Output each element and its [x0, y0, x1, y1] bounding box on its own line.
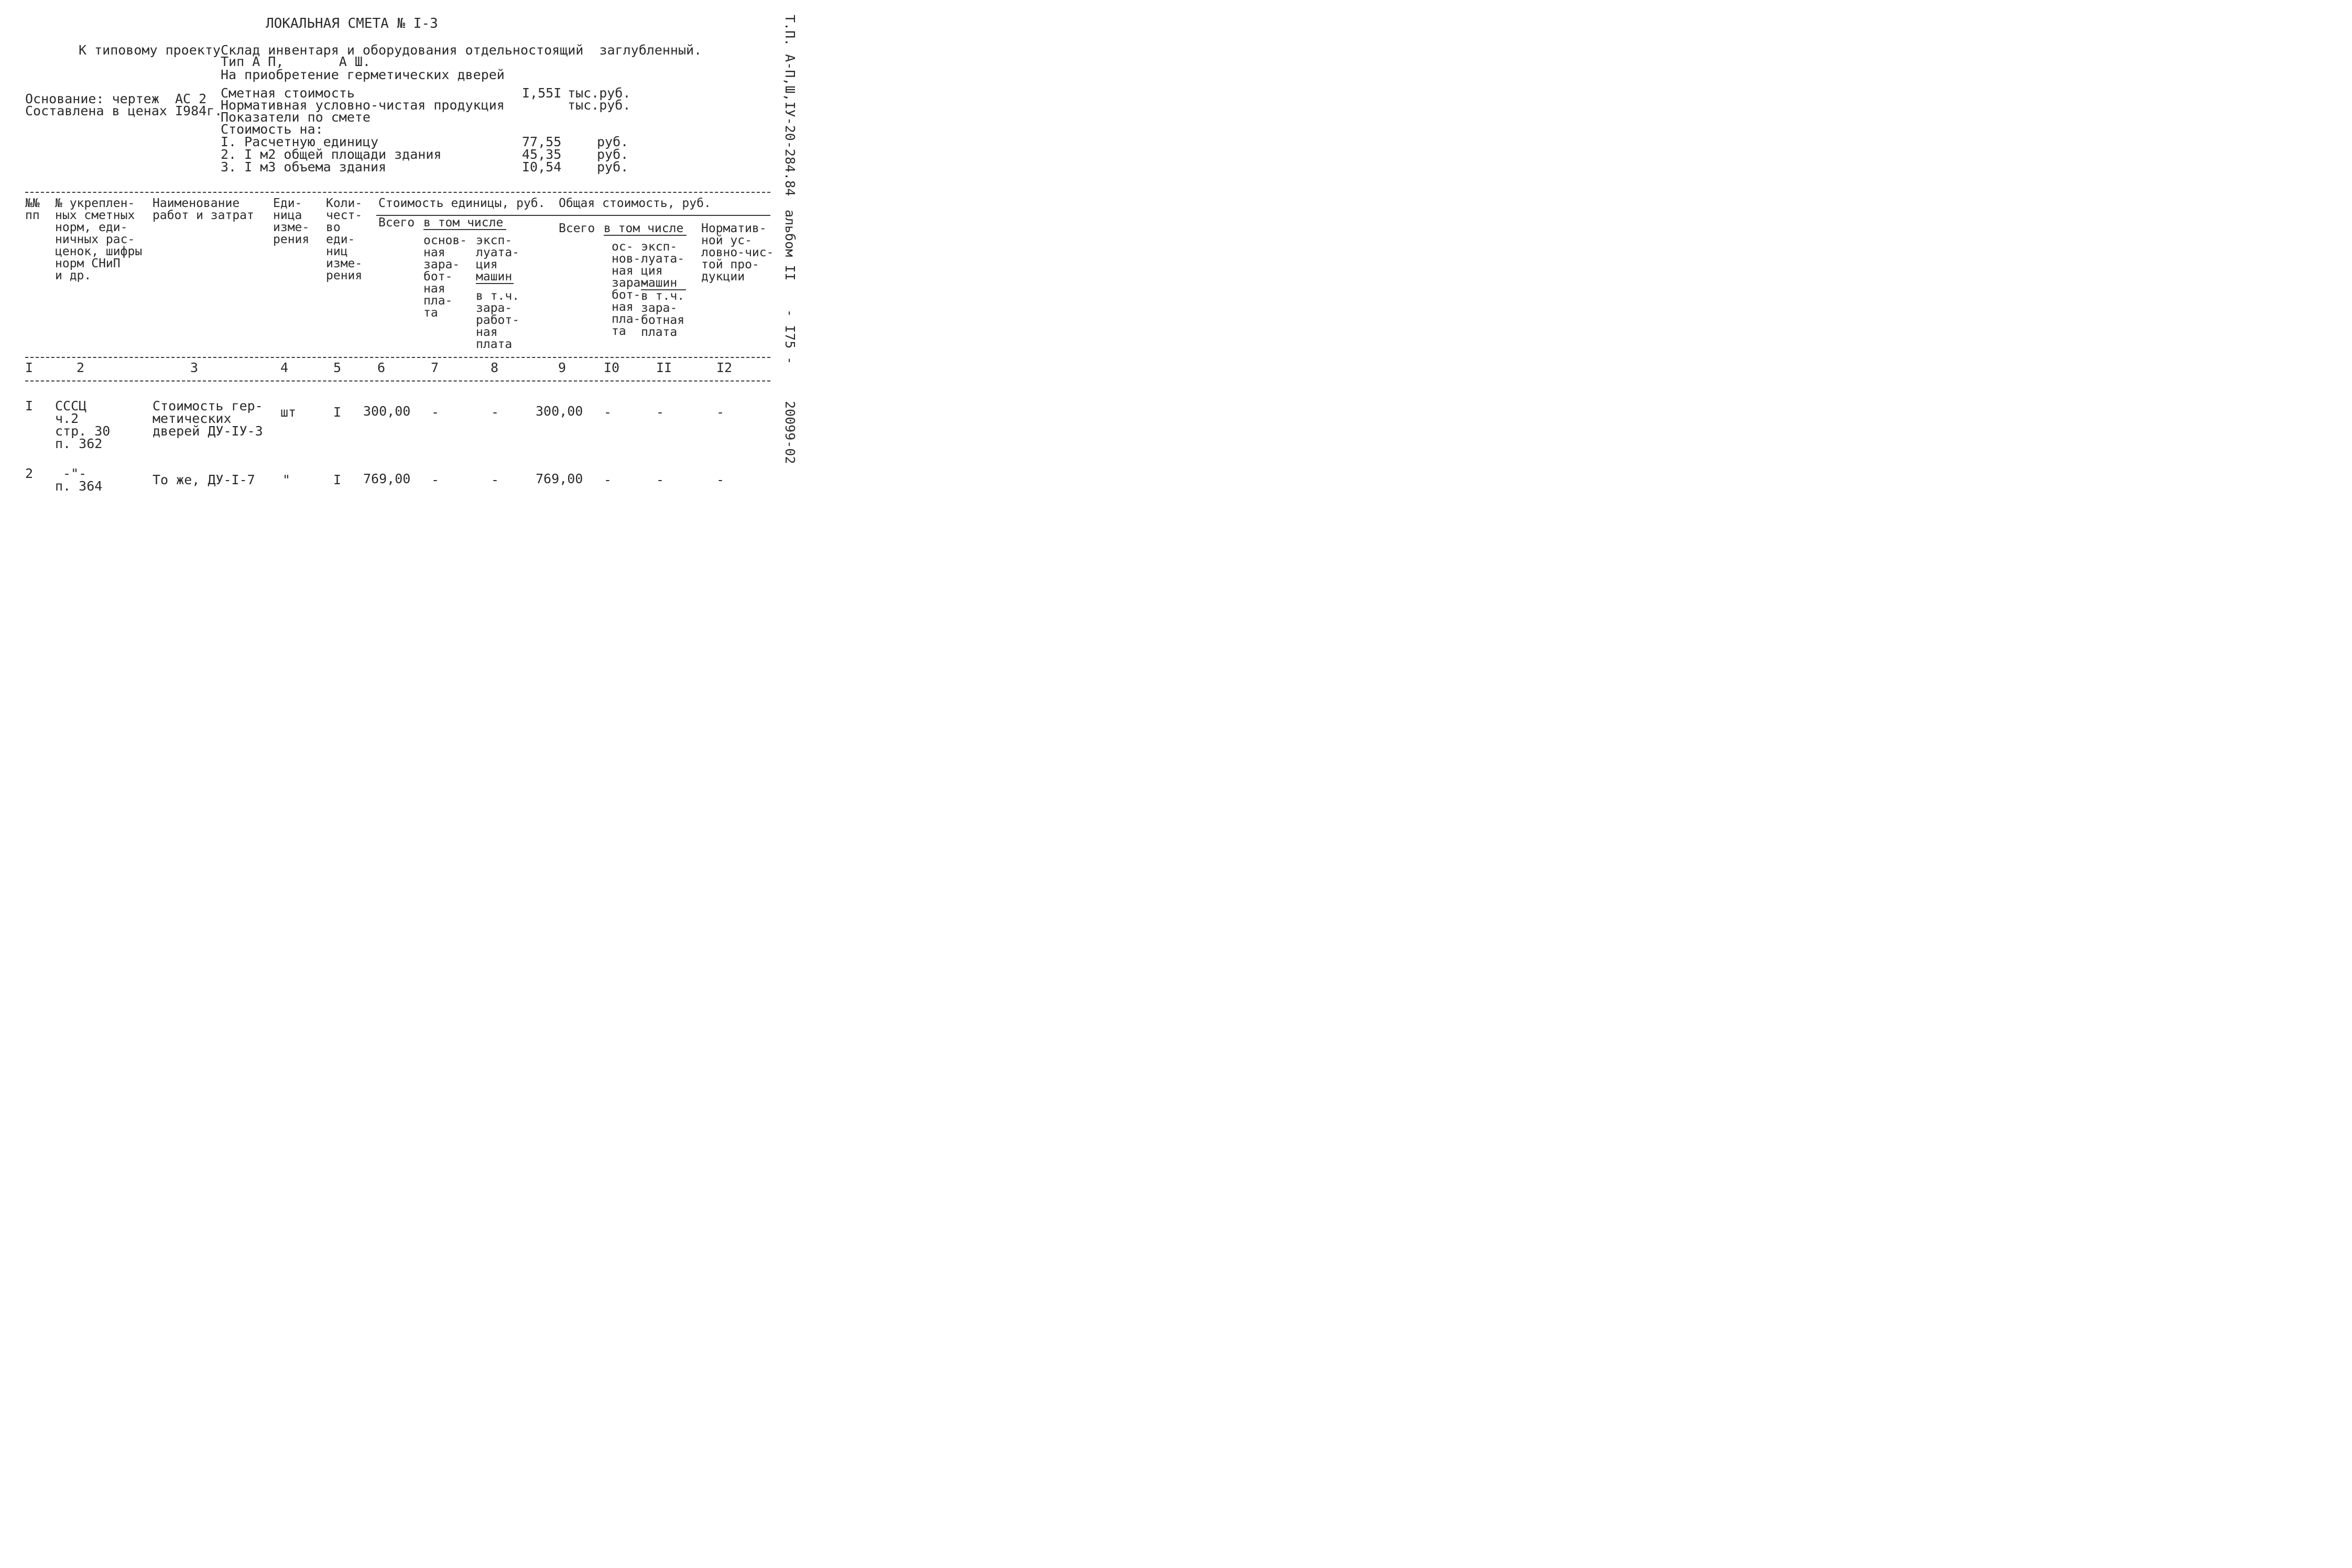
normative-unit: тыс.руб. [568, 97, 631, 113]
header-norms: № укреплен- ных сметных норм, еди- ничных рас- ценок, шифры норм СНиП и др. [55, 197, 143, 282]
header-total-mach-wage: в т.ч. зара- ботная плата [641, 289, 685, 339]
row-unit: " [282, 472, 291, 487]
indicator-item-value: 77,55 [522, 134, 562, 149]
indicator-item-label: 3. I м3 объема здания [221, 159, 387, 175]
column-number: 3 [190, 360, 199, 375]
document-title: ЛОКАЛЬНАЯ СМЕТА № I-3 [266, 16, 438, 31]
column-number: 9 [558, 360, 567, 375]
column-number: 8 [491, 360, 499, 375]
project-purpose: На приобретение герметических дверей [221, 67, 505, 82]
header-bottom-rule [25, 357, 770, 358]
indicator-item-label: 2. I м2 общей площади здания [221, 147, 442, 162]
row-norms: -"- п. 364 [55, 466, 103, 494]
header-total-wage: ос- нов- ная зара- бот- ная пла- та [612, 240, 648, 338]
header-unit: Еди- ница изме- рения [273, 197, 310, 246]
header-unit-total: Всего [378, 216, 415, 230]
row-norms: СССЦ ч.2 стр. 30 п. 362 [55, 398, 111, 451]
column-numbers-rule [25, 380, 770, 382]
row-unit-total: 769,00 [363, 471, 411, 486]
row-name: То же, ДУ-I-7 [153, 472, 255, 487]
column-number: II [656, 360, 672, 375]
column-number: I0 [604, 360, 620, 375]
column-number: 4 [280, 360, 289, 375]
unit-incl-underline [423, 229, 506, 230]
indicators-label: Показатели по смете [221, 110, 371, 125]
side-page: - I75 - [782, 309, 798, 365]
header-total-incl: в том числе [604, 222, 684, 235]
indicator-item-value: 45,35 [522, 147, 562, 162]
unit-mach-underline [476, 283, 514, 284]
header-name: Наименование работ и затрат [153, 197, 254, 222]
header-unit-wage: основ- ная зара- бот- ная пла- та [423, 234, 467, 320]
basis-drawing: Основание: чертеж АС 2 [25, 91, 207, 106]
row-unit-mach: - [491, 472, 499, 487]
column-number: 7 [431, 360, 439, 375]
row-total-wage: - [604, 472, 612, 487]
row-norm-prod: - [716, 472, 725, 487]
estimated-cost-value: I,55I [522, 85, 562, 101]
row-num: I [25, 398, 34, 413]
header-total-mach: эксп- луата- ция машин [641, 240, 685, 290]
row-unit-total: 300,00 [363, 404, 411, 419]
row-num: 2 [25, 466, 34, 481]
row-total-wage: - [604, 405, 612, 420]
row-qty: I [333, 472, 342, 487]
estimated-cost-unit: тыс.руб. [568, 85, 631, 101]
row-qty: I [333, 405, 342, 420]
estimated-cost-label: Сметная стоимость [221, 85, 355, 101]
indicator-item-unit: руб. [597, 159, 629, 175]
row-norm-prod: - [716, 405, 725, 420]
cost-on-label: Стоимость на: [221, 122, 323, 137]
row-unit-wage: - [431, 472, 440, 487]
row-unit-wage: - [431, 405, 440, 420]
indicator-item-unit: руб. [597, 134, 629, 149]
column-number: 6 [377, 360, 386, 375]
column-number: 2 [77, 360, 85, 375]
row-total: 300,00 [536, 404, 583, 419]
column-number: I2 [716, 360, 733, 375]
project-name: Склад инвентаря и оборудования отдельностоящий заглубленный. [221, 42, 702, 58]
row-unit-mach: - [491, 405, 499, 420]
basis-prices: Составлена в ценах I984г. [25, 103, 223, 118]
project-types: Тип А П, А Ш. [221, 54, 371, 69]
header-num: №№ пп [25, 197, 40, 222]
side-album: альбом II [782, 210, 798, 281]
header-unit-mach-wage: в т.ч. зара- работ- ная плата [476, 289, 520, 351]
side-code: 20099-02 [782, 401, 798, 464]
indicator-item-unit: руб. [597, 147, 629, 162]
row-total: 769,00 [536, 471, 583, 486]
header-unit-cost: Стоимость единицы, руб. [378, 197, 546, 210]
column-number: 5 [333, 360, 342, 375]
table-top-rule [25, 192, 770, 193]
indicator-item-label: I. Расчетную единицу [221, 134, 379, 149]
indicator-item-value: I0,54 [522, 159, 562, 175]
row-unit: шт [280, 405, 297, 420]
column-number: I [25, 360, 34, 375]
header-unit-mach: эксп- луата- ция машин [476, 234, 520, 284]
row-name: Стоимость гер- метических дверей ДУ-IУ-3 [153, 398, 263, 439]
header-qty: Коли- чест- во еди- ниц изме- рения [326, 197, 363, 282]
header-total-cost: Общая стоимость, руб. [559, 197, 711, 210]
header-unit-incl: в том числе [423, 216, 504, 230]
header-norm-prod: Норматив- ной ус- ловно-чис- той про- дукции [701, 222, 774, 284]
row-total-mach: - [656, 472, 665, 487]
project-label: К типовому проекту [79, 42, 221, 58]
header-total2: Всего [559, 222, 595, 235]
side-doc-code: Т.П. А-П,Ш,IУ-20-284.84 [782, 15, 798, 197]
total-incl-underline [604, 235, 687, 236]
normative-label: Нормативная условно-чистая продукция [221, 97, 505, 113]
row-total-mach: - [656, 405, 665, 420]
